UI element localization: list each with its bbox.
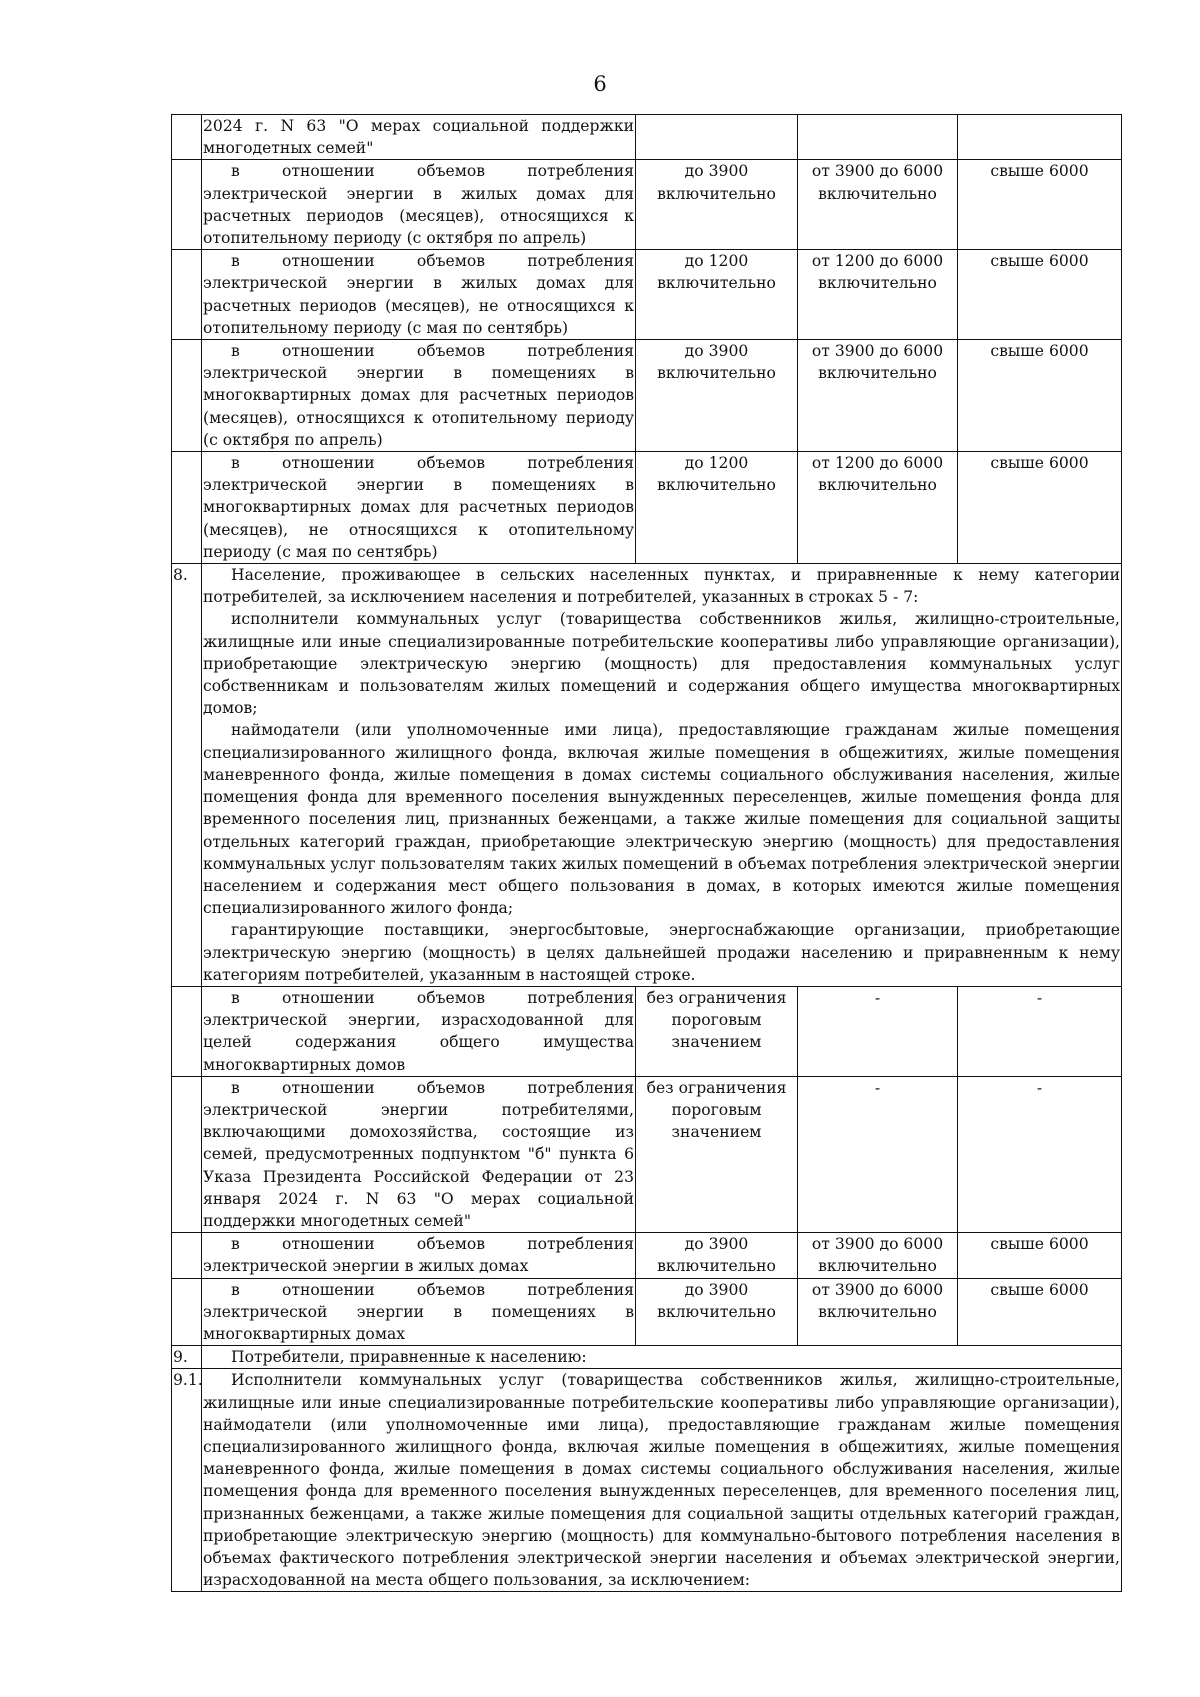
threshold-mid: от 1200 до 6000 включительно	[798, 250, 958, 340]
section-8-text	[202, 564, 1122, 987]
threshold-high: -	[958, 986, 1122, 1076]
section-number: 8.	[172, 564, 202, 987]
section-8-paragraph: исполнители коммунальных услуг (товарищества собственников жилья, жилищно-строительные, жилищные или иные специализированные потребительские кооперативы либо управляющие организации), приобретающие электрическую энергию (мощность) для предоставления коммунальных услуг собственникам и пользователям жилых помещений и содержания общего имущества многоквартирных домов;	[203, 610, 1120, 718]
threshold-low: до 3900 включительно	[636, 340, 798, 452]
section-8-paragraph: наймодатели (или уполномоченные ими лица), предоставляющие гражданам жилые помещения специализированного жилищного фонда, включая жилые помещения в общежитиях, жилые помещения маневренного фонда, жилые помещения в домах системы социального обслуживания населения, жилые помещения фонда для временного поселения вынужденных переселенцев, жилые помещения фонда для временного поселения лиц, признанных беженцами, а также жилые помещения для социальной защиты отдельных категорий граждан, приобретающие электрическую энергию (мощность) для предоставления коммунальных услуг пользователям таких жилых помещений в объемах потребления электрической энергии населением и содержания мест общего пользования в домах, в которых имеются жилые помещения специализированного жилого фонда;	[203, 721, 1120, 918]
section-9-text: Потребители, приравненные к населению:	[231, 1348, 587, 1367]
threshold-high: свыше 6000	[958, 160, 1122, 250]
threshold-mid: -	[798, 1076, 958, 1232]
table-row	[172, 1278, 1122, 1346]
table-row	[172, 340, 1122, 452]
row-number-cell	[172, 115, 202, 160]
continuation-text: 2024 г. N 63 "О мерах социальной поддержки многодетных семей"	[202, 115, 636, 160]
section-8-header-row	[172, 564, 1122, 987]
threshold-low: без ограничения пороговым значением	[636, 1076, 798, 1232]
row-description: в отношении объемов потребления электрической энергии, израсходованной для целей содержания общего имущества многоквартирных домов	[203, 988, 634, 1074]
row-description: в отношении объемов потребления электрической энергии в помещениях в многоквартирных домах для расчетных периодов (месяцев), не относящихся к отопительному периоду (с мая по сентябрь)	[203, 454, 634, 561]
threshold-low: до 3900 включительно	[636, 1278, 798, 1346]
threshold-low: до 1200 включительно	[636, 250, 798, 340]
threshold-high: свыше 6000	[958, 340, 1122, 452]
threshold-low: до 3900 включительно	[636, 160, 798, 250]
section-9-row	[172, 1346, 1122, 1369]
threshold-low: до 1200 включительно	[636, 452, 798, 564]
row-description: в отношении объемов потребления электрической энергии в помещениях в многоквартирных домах	[203, 1280, 634, 1343]
table-row	[172, 986, 1122, 1076]
threshold-mid: -	[798, 986, 958, 1076]
threshold-high: -	[958, 1076, 1122, 1232]
threshold-mid: от 3900 до 6000 включительно	[798, 160, 958, 250]
value-cell	[636, 115, 798, 160]
value-cell	[798, 115, 958, 160]
row-description: в отношении объемов потребления электрической энергии в жилых домах для расчетных периодов (месяцев), относящихся к отопительному периоду (с октября по апрель)	[203, 162, 634, 248]
threshold-mid: от 3900 до 6000 включительно	[798, 1278, 958, 1346]
table-row	[172, 1233, 1122, 1278]
section-9-1-text: Исполнители коммунальных услуг (товарищества собственников жилья, жилищно-строительные, жилищные или иные специализированные потребительские кооперативы либо управляющие организации), наймодатели (или уполномоченные ими лица), предоставляющие гражданам жилые помещения специализированного жилищного фонда, включая жилые помещения в общежитиях, жилые помещения маневренного фонда, жилые помещения в домах системы социального обслуживания населения, жилые помещения фонда для временного поселения вынужденных переселенцев, для временного поселения лиц, признанных беженцами, а также жилые помещения для социальной защиты отдельных категорий граждан, приобретающие электрическую энергию (мощность) для коммунально-бытового потребления населения в объемах фактического потребления электрической энергии населения и объемах электрической энергии, израсходованной на места общего пользования, за исключением:	[203, 1371, 1120, 1590]
threshold-high: свыше 6000	[958, 452, 1122, 564]
table-row	[172, 160, 1122, 250]
threshold-high: свыше 6000	[958, 1233, 1122, 1278]
section-8-paragraph: гарантирующие поставщики, энергосбытовые, энергоснабжающие организации, приобретающие электрическую энергию (мощность) в целях дальнейшей продажи населению и приравненным к нему категориям потребителей, указанным в настоящей строке.	[203, 921, 1120, 984]
section-8-paragraph: Население, проживающее в сельских населенных пунктах, и приравненные к нему категории потребителей, за исключением населения и потребителей, указанных в строках 5 - 7:	[203, 566, 1120, 607]
value-cell	[958, 115, 1122, 160]
continuation-row	[172, 115, 1122, 160]
section-number: 9.	[172, 1346, 202, 1369]
page-number: 6	[593, 72, 607, 96]
threshold-mid: от 3900 до 6000 включительно	[798, 340, 958, 452]
table-row	[172, 452, 1122, 564]
tariff-table	[171, 114, 1122, 1592]
row-description: в отношении объемов потребления электрической энергии потребителями, включающими домохозяйства, состоящие из семей, предусмотренных подпунктом "б" пункта 6 Указа Президента Российской Федерации от 23 января 2024 г. N 63 "О мерах социальной поддержки многодетных семей"	[203, 1078, 634, 1230]
row-description: в отношении объемов потребления электрической энергии в жилых домах	[203, 1235, 634, 1276]
threshold-high: свыше 6000	[958, 1278, 1122, 1346]
section-number: 9.1.	[172, 1369, 202, 1592]
table-row	[172, 250, 1122, 340]
threshold-high: свыше 6000	[958, 250, 1122, 340]
threshold-mid: от 1200 до 6000 включительно	[798, 452, 958, 564]
threshold-mid: от 3900 до 6000 включительно	[798, 1233, 958, 1278]
section-9-1-row	[172, 1369, 1122, 1592]
row-description: в отношении объемов потребления электрической энергии в жилых домах для расчетных периодов (месяцев), не относящихся к отопительному периоду (с мая по сентябрь)	[203, 252, 634, 337]
row-description: в отношении объемов потребления электрической энергии в помещениях в многоквартирных домах для расчетных периодов (месяцев), относящихся к отопительному периоду (с октября по апрель)	[203, 342, 634, 449]
threshold-low: до 3900 включительно	[636, 1233, 798, 1278]
threshold-low: без ограничения пороговым значением	[636, 986, 798, 1076]
table-row	[172, 1076, 1122, 1232]
